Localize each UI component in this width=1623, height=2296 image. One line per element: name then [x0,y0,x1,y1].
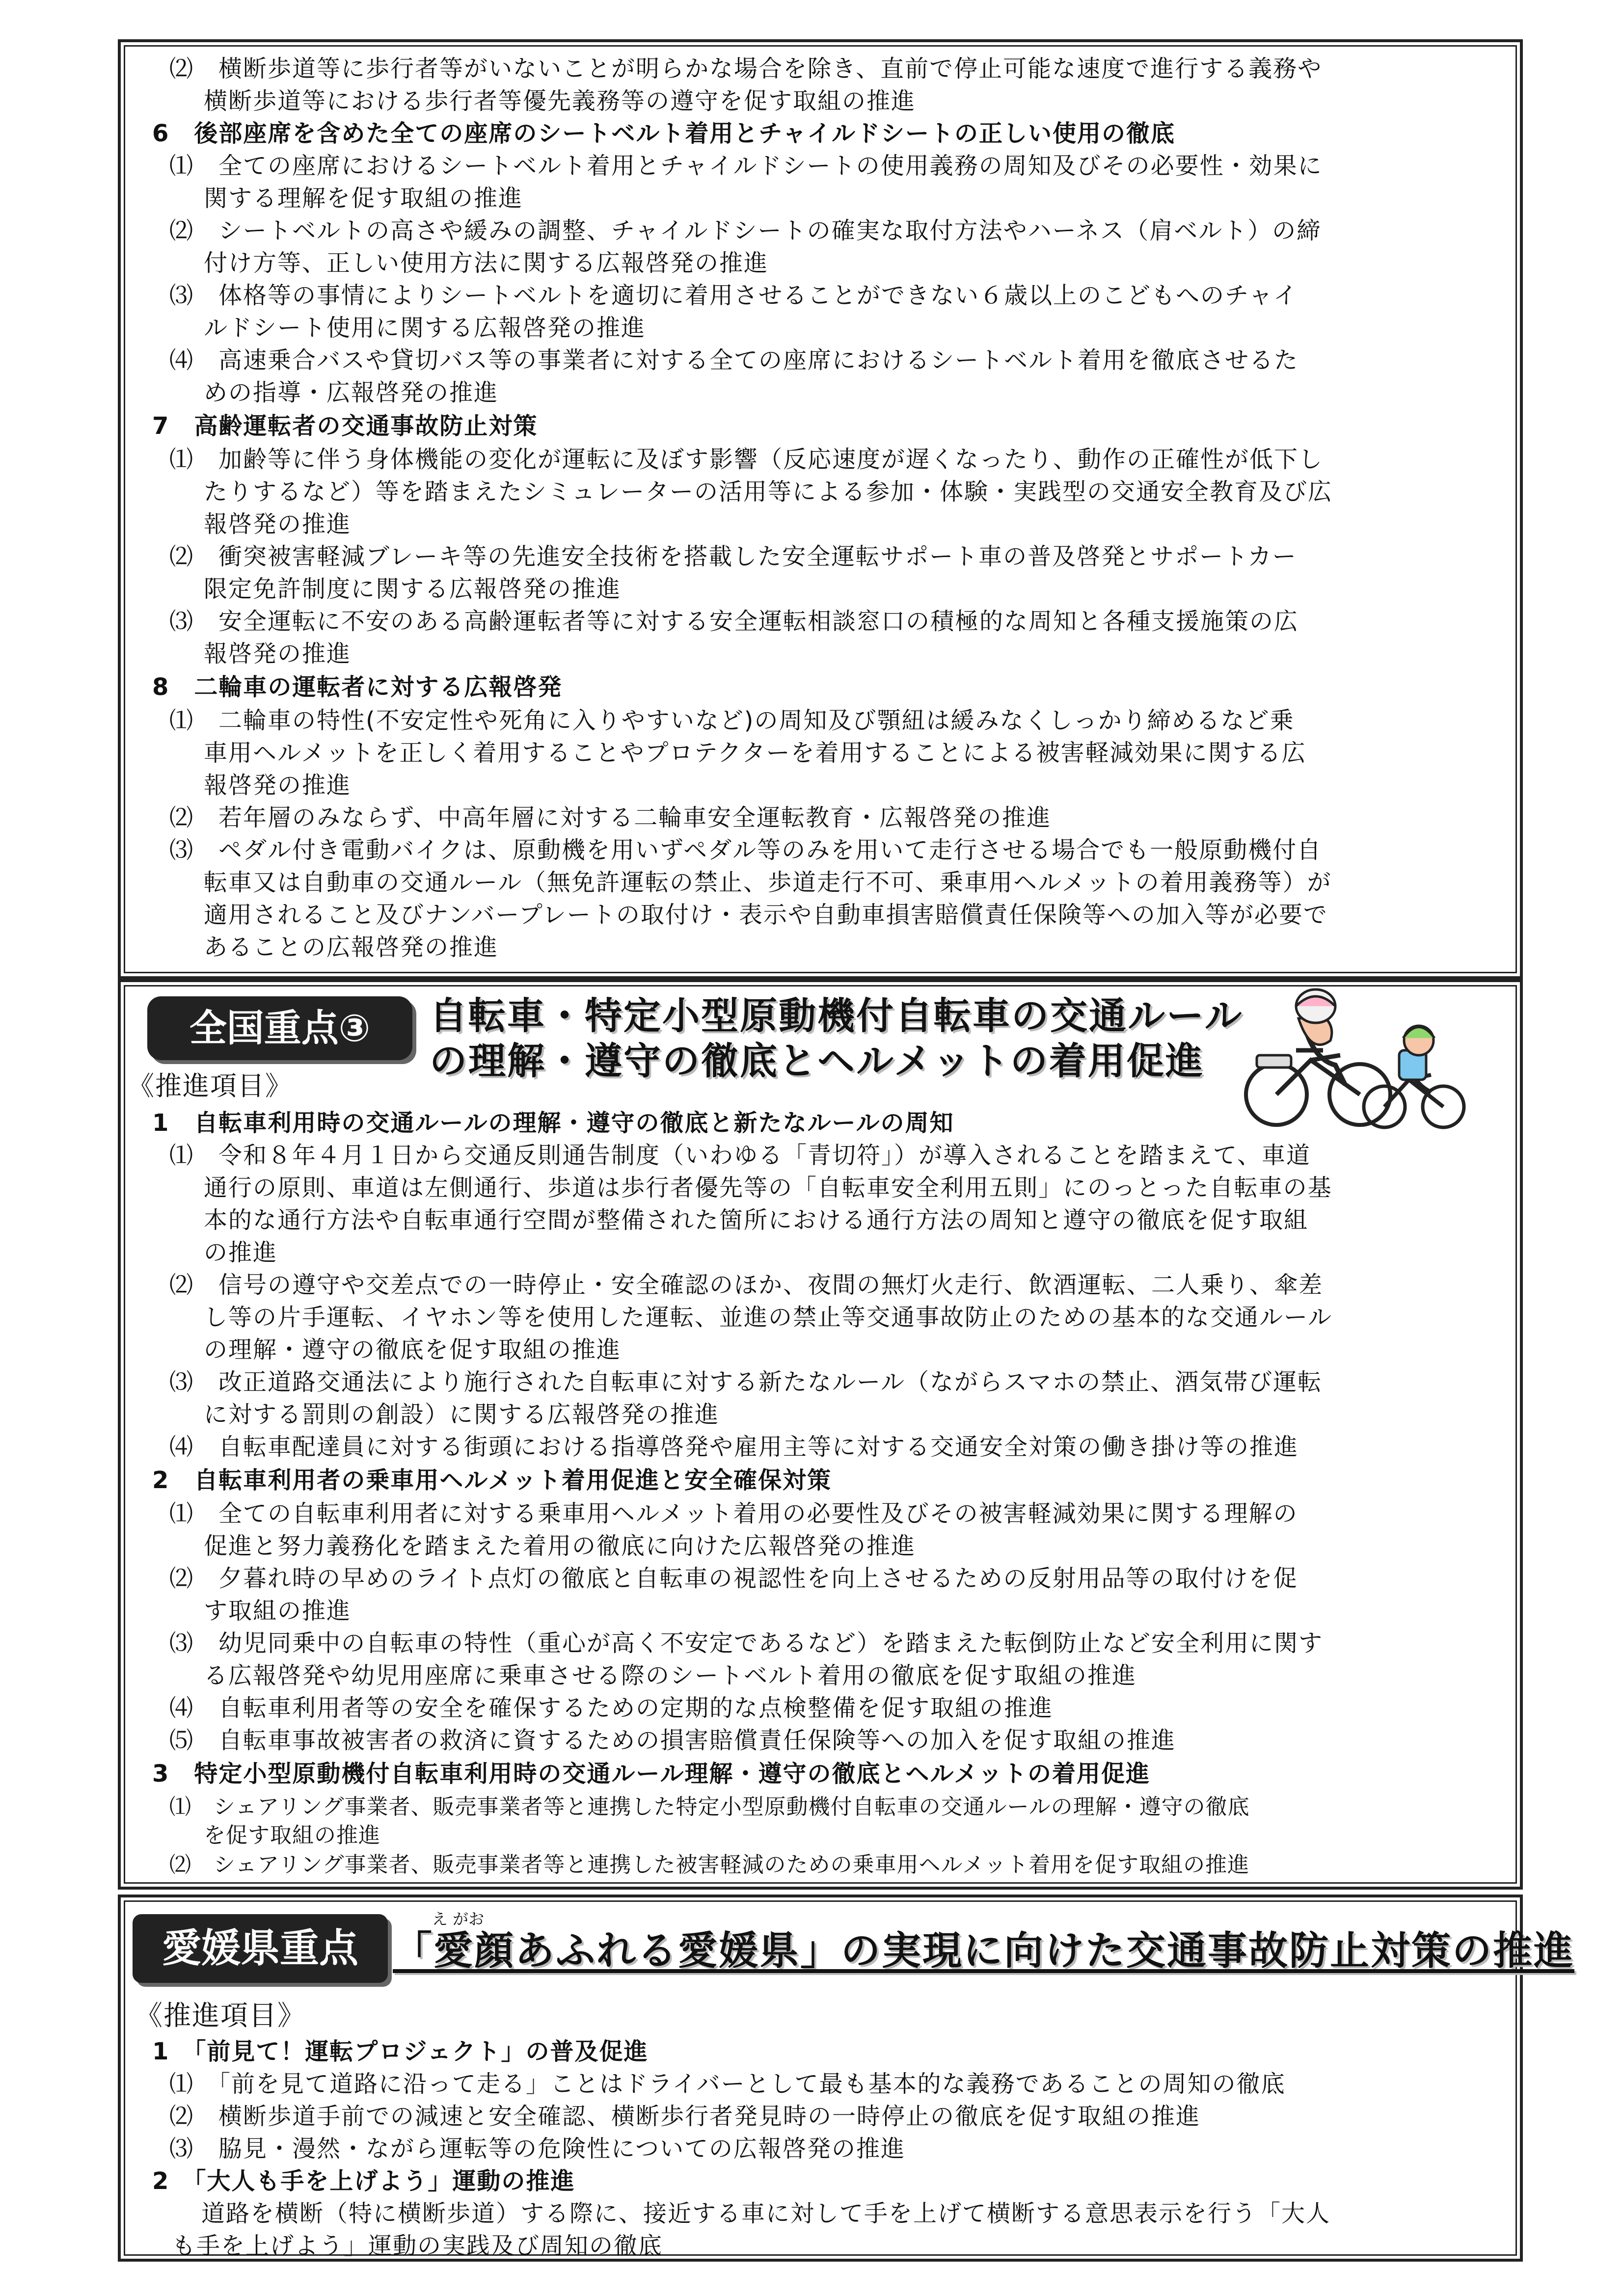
text-line: あることの広報啓発の推進 [204,934,499,961]
heading-2: 2 「大人も手を上げよう」運動の推進 [152,2167,575,2195]
text-line: 報啓発の推進 [204,640,352,667]
text-line: に対する罰則の創設）に関する広報啓発の推進 [204,1401,720,1428]
text-line: 本的な通行方法や自転車通行空間が整備された箇所における通行方法の周知と遵守の徹底を促す取組 [204,1206,1309,1234]
heading-7: 7 高齢運転者の交通事故防止対策 [152,412,538,440]
national-priority-badge: 全国重点③ [147,996,412,1060]
text-line: の推進 [204,1239,278,1266]
text-line: ⑶ 安全運転に不安のある高齢運転者等に対する安全運転相談窓口の積極的な周知と各種支援施策の広 [169,608,1299,635]
text-line: ⑵ 夕暮れ時の早めのライト点灯の徹底と自転車の視認性を向上させるための反射用品等の取付けを促 [169,1565,1298,1592]
text-line: ⑸ 自転車事故被害者の救済に資するための損害賠償責任保険等への加入を促す取組の推進 [169,1727,1176,1754]
text-line: ⑵ シェアリング事業者、販売事業者等と連携した被害軽減のための乗車用ヘルメット着用を促す取組の推進 [169,1852,1250,1877]
items-label: 《推進項目》 [128,1070,293,1101]
text-line: 道路を横断（特に横断歩道）する際に、接近する車に対して手を上げて横断する意思表示を行う「大人 [201,2200,1331,2227]
text-line: し等の片手運転、イヤホン等を使用した運転、並進の禁止等交通事故防止のための基本的な交通ルール [204,1304,1333,1331]
adult-cyclist [1246,989,1390,1125]
text-line: 通行の原則、車道は左側通行、歩道は歩行者優先等の「自転車安全利用五則」にのっとった自転車の基 [204,1174,1332,1201]
text-line: ⑶ ペダル付き電動バイクは、原動機を用いずペダル等のみを用いて走行させる場合でも一般原動機付自 [169,836,1322,864]
text-line: 限定免許制度に関する広報啓発の推進 [204,575,622,603]
text-line: ⑵ 衝突被害軽減ブレーキ等の先進安全技術を搭載した安全運転サポート車の普及啓発とサポートカー [169,543,1297,570]
text-line: の理解・遵守の徹底を促す取組の推進 [204,1336,622,1363]
text-line: ⑶ 体格等の事情によりシートベルトを適切に着用させることができない６歳以上のこどもへのチャイ [169,282,1298,309]
text-line: ⑶ 脇見・漫然・ながら運転等の危険性についての広報啓発の推進 [169,2135,906,2163]
text-line: ⑵ 横断歩道手前での減速と安全確認、横断歩行者発見時の一時停止の徹底を促す取組の推進 [169,2103,1201,2130]
text-line: ⑴ シェアリング事業者、販売事業者等と連携した特定小型原動機付自転車の交通ルールの理解・遵守の徹底 [169,1794,1250,1819]
text-line: 横断歩道等における歩行者等優先義務等の遵守を促す取組の推進 [204,87,916,115]
heading-1: 1 自転車利用時の交通ルールの理解・遵守の徹底と新たなルールの周知 [152,1109,954,1137]
text-line: 報啓発の推進 [204,772,352,799]
heading-3: 3 特定小型原動機付自転車利用時の交通ルール理解・遵守の徹底とヘルメットの着用促進 [152,1760,1151,1788]
section-title-line-1: 自転車・特定小型原動機付自転車の交通ルール [430,994,1244,1038]
text-line: ⑵ 横断歩道等に歩行者等がいないことが明らかな場合を除き、直前で停止可能な速度で進行する義務や [169,55,1323,82]
text-line: を促す取組の推進 [204,1823,380,1848]
text-line: ルドシート使用に関する広報啓発の推進 [204,314,646,342]
title-ruby: え がお [432,1910,485,1928]
text-line: る広報啓発や幼児用座席に乗車させる際のシートベルト着用の徹底を促す取組の推進 [204,1662,1137,1689]
text-line: たりするなど）等を踏まえたシミュレーターの活用等による参加・体験・実践型の交通安全教育及び広 [204,478,1333,506]
text-line: も手を上げよう」運動の実践及び周知の徹底 [172,2232,663,2260]
text-line: 車用ヘルメットを正しく着用することやプロテクターを着用することによる被害軽減効果に関する広 [204,739,1306,767]
text-line: めの指導・広報啓発の推進 [204,379,499,406]
text-line: ⑴ 加齢等に伴う身体機能の変化が運転に及ぼす影響（反応速度が遅くなったり、動作の正確性が低下し [169,446,1324,473]
child-cyclist [1364,1026,1464,1127]
ehime-priority-badge: 愛媛県重点 [133,1914,388,1983]
heading-1: 1 「前見て！運転プロジェクト」の普及促進 [152,2038,649,2065]
text-line: ⑴ 「前を見て道路に沿って走る」ことはドライバーとして最も基本的な義務であることの周知の徹底 [169,2070,1286,2098]
heading-8: 8 二輪車の運転者に対する広報啓発 [152,673,563,701]
text-line: 促進と努力義務化を踏まえた着用の徹底に向けた広報啓発の推進 [204,1532,916,1560]
text-line: ⑴ 全ての自転車利用者に対する乗車用ヘルメット着用の必要性及びその被害軽減効果に関する理解の [169,1500,1298,1527]
items-label: 《推進項目》 [135,2000,306,2032]
text-line: ⑴ 二輪車の特性(不安定性や死角に入りやすいなど)の周知及び顎紐は緩みなくしっかり締めるなど乗 [169,707,1295,734]
heading-6: 6 後部座席を含めた全ての座席のシートベルト着用とチャイルドシートの正しい使用の徹底 [152,120,1175,147]
cyclists-illustration [1237,987,1468,1134]
text-line: す取組の推進 [204,1597,352,1625]
text-line: 適用されること及びナンバープレートの取付け・表示や自動車損害賠償責任保険等への加入等が必要で [204,901,1328,929]
text-line: 付け方等、正しい使用方法に関する広報啓発の推進 [204,249,769,277]
text-line: 関する理解を促す取組の推進 [204,185,523,212]
text-line: ⑶ 幼児同乗中の自転車の特性（重心が高く不安定であるなど）を踏まえた転倒防止など安全利用に関す [169,1629,1324,1657]
text-line: ⑶ 改正道路交通法により施行された自転車に対する新たなルール（ながらスマホの禁止、酒気帯び運転 [169,1368,1323,1396]
text-line: 転車又は自動車の交通ルール（無免許運転の禁止、歩道走行不可、乗車用ヘルメットの着用義務等）が [204,869,1332,896]
heading-2: 2 自転車利用者の乗車用ヘルメット着用促進と安全確保対策 [152,1467,832,1494]
text-line: ⑵ シートベルトの高さや緩みの調整、チャイルドシートの確実な取付方法やハーネス（肩ベルト）の締 [169,217,1322,244]
text-line: ⑷ 自転車利用者等の安全を確保するための定期的な点検整備を促す取組の推進 [169,1694,1054,1722]
text-line: ⑵ 信号の遵守や交差点での一時停止・安全確認のほか、夜間の無灯火走行、飲酒運転、二人乗り、傘差 [169,1271,1324,1299]
section-title-line-2: の理解・遵守の徹底とヘルメットの着用促進 [430,1039,1204,1083]
text-line: ⑷ 高速乗合バスや貸切バス等の事業者に対する全ての座席におけるシートベルト着用を徹底させるた [169,347,1299,374]
text-line: 報啓発の推進 [204,510,352,538]
text-line: ⑵ 若年層のみならず、中高年層に対する二輪車安全運転教育・広報啓発の推進 [169,804,1052,831]
text-line: ⑴ 全ての座席におけるシートベルト着用とチャイルドシートの使用義務の周知及びその必要性・効果に [169,152,1323,180]
text-line: ⑷ 自転車配達員に対する街頭における指導啓発や雇用主等に対する交通安全対策の働き掛け等の推進 [169,1433,1299,1461]
text-line: ⑴ 令和８年４月１日から交通反則通告制度（いわゆる「青切符」）が導入されることを踏まえて、車道 [169,1142,1311,1169]
ehime-section-title: 「愛顔あふれる愛媛県」の実現に向けた交通事故防止対策の推進 [393,1928,1574,1974]
